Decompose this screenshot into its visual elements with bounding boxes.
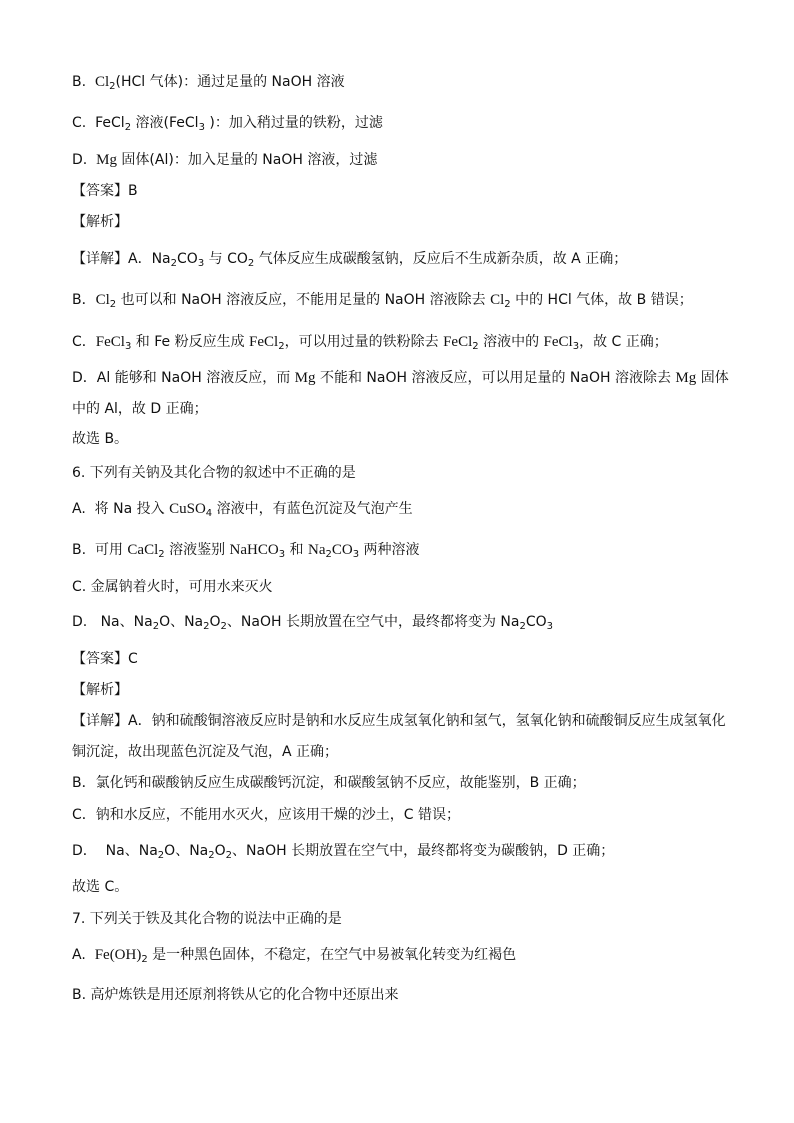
q5-detail-d: D．Al 能够和 NaOH 溶液反应，而 Mg 不能和 NaOH 溶液反应，可以用足量的 NaOH 溶液除去 Mg 固体 — [72, 370, 729, 386]
q5-analysis-heading: 【解析】 — [72, 214, 128, 230]
q5-detail-b: B．$Cl_2$ 也可以和 NaOH 溶液反应，不能用足量的 NaOH 溶液除去 $Cl_2$ 中的 HCl 气体，故 B 错误； — [72, 292, 693, 310]
q6-detail-a: 【详解】A．钠和硫酸铜溶液反应时是钠和水反应生成氢氧化钠和氢气，氢氧化钠和硫酸铜反应生成氢氧化 — [72, 713, 726, 729]
q5-answer: 【答案】B — [72, 183, 138, 199]
q6-conclusion: 故选 C。 — [72, 879, 129, 895]
q6-stem: 6. 下列有关钠及其化合物的叙述中不正确的是 — [72, 465, 356, 481]
q6-detail-c: C．钠和水反应，不能用水灭火，应该用干燥的沙土，C 错误； — [72, 807, 460, 823]
q6-detail-b: B．氯化钙和碳酸钠反应生成碳酸钙沉淀，和碳酸氢钠不反应，故能鉴别，B 正确； — [72, 775, 586, 791]
q7-stem: 7. 下列关于铁及其化合物的说法中正确的是 — [72, 911, 342, 927]
q5-option-b: B. $Cl_2(HCl$ 气体)：通过足量的 NaOH 溶液 — [72, 74, 345, 92]
q6-option-c: C. 金属钠着火时，可用水来灭火 — [72, 579, 273, 595]
q5-detail-c: C．FeCl$_3$ 和 Fe 粉反应生成 FeCl$_2$，可以用过量的铁粉除去 FeCl$_2$ 溶液中的 FeCl$_3$，故 C 正确； — [72, 334, 668, 352]
q6-option-d: D. Na、$Na_2O$、$Na_2O_2$、NaOH 长期放置在空气中，最终都将变为 $Na_2CO_3$ — [72, 614, 554, 632]
q5-detail-d-cont: 中的 Al，故 D 正确； — [72, 401, 208, 417]
q6-answer: 【答案】C — [72, 651, 138, 667]
q6-analysis-heading: 【解析】 — [72, 682, 128, 698]
q6-option-a: A. 将 Na 投入 CuSO$_4$ 溶液中，有蓝色沉淀及气泡产生 — [72, 501, 413, 519]
q7-option-b: B. 高炉炼铁是用还原剂将铁从它的化合物中还原出来 — [72, 987, 399, 1003]
q5-conclusion: 故选 B。 — [72, 431, 129, 447]
q5-option-d: D. Mg 固体(Al)：加入足量的 NaOH 溶液，过滤 — [72, 152, 378, 168]
q5-detail-a: 【详解】A．$Na_2CO_3$ 与 $CO_2$ 气体反应生成碳酸氢钠，反应后不生成新杂质，故 A 正确； — [72, 251, 628, 269]
q6-option-b: B. 可用 CaCl$_2$ 溶液鉴别 NaHCO$_3$ 和 $Na_2CO_3$ 两种溶液 — [72, 542, 420, 560]
q6-detail-a-cont: 铜沉淀，故出现蓝色沉淀及气泡，A 正确； — [72, 744, 339, 760]
q7-option-a: A. $Fe(OH)_2$ 是一种黑色固体，不稳定，在空气中易被氧化转变为红褐色 — [72, 947, 517, 965]
q5-option-c: C. FeCl$_2$ 溶液(FeCl$_3$ )：加入稍过量的铁粉，过滤 — [72, 115, 383, 133]
q6-detail-d: D． Na、$Na_2O$、$Na_2O_2$、NaOH 长期放置在空气中，最终都将变为碳酸钠，D 正确； — [72, 843, 615, 861]
